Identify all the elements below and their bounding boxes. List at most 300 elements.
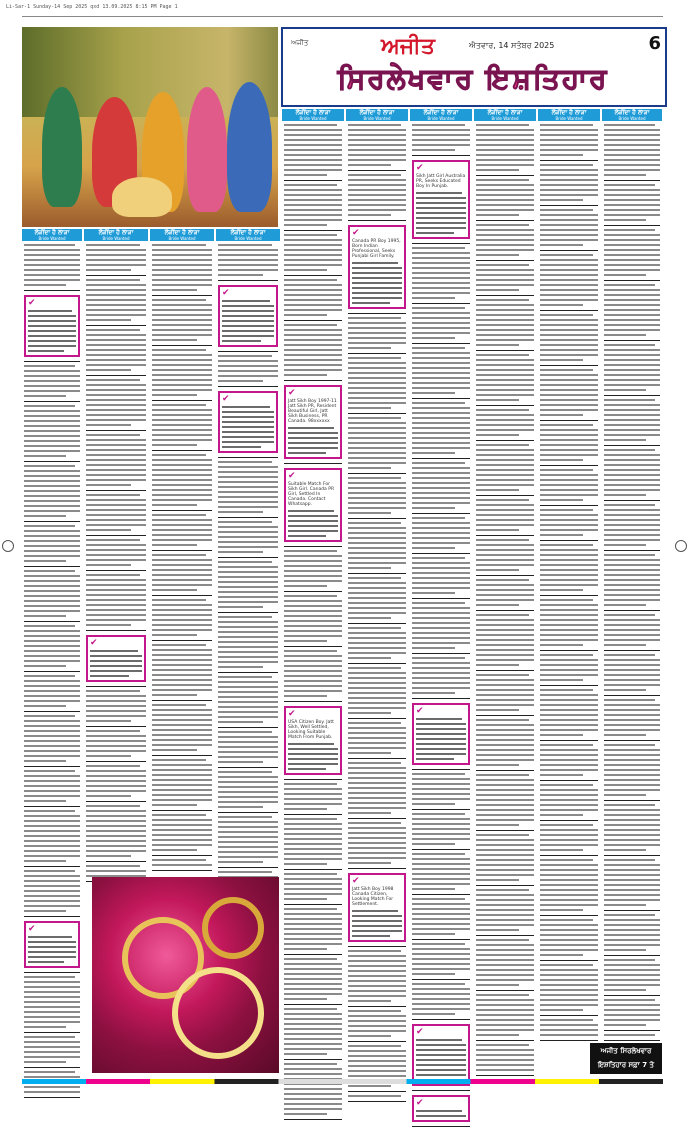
ad-text-line: [412, 377, 470, 379]
ad-text-line: [416, 1069, 466, 1071]
ad-text-line: [152, 524, 212, 526]
ad-text-line: [86, 359, 146, 361]
ad-text-line: [416, 738, 466, 740]
ad-text-line: [284, 575, 342, 577]
ad-text-line: [540, 899, 598, 901]
ad-text-line: [412, 327, 470, 329]
ad-separator: [348, 413, 406, 414]
ad-text-line: [348, 1025, 406, 1027]
ad-text-line: [540, 254, 593, 256]
ad-text-line: [284, 314, 327, 316]
ad-text-line: [24, 745, 80, 747]
ad-text-line: [412, 948, 470, 950]
ad-text-line: [476, 264, 529, 266]
ad-text-line: [348, 567, 391, 569]
ad-text-line: [604, 139, 660, 141]
ad-separator: [604, 855, 660, 856]
column-header: [216, 229, 280, 241]
ad-text-line: [412, 823, 470, 825]
ad-text-line: [24, 530, 80, 532]
ad-text-line: [152, 339, 197, 341]
ad-text-line: [540, 1029, 598, 1031]
ad-text-line: [24, 845, 80, 847]
ad-text-line: [476, 659, 534, 661]
ad-text-line: [604, 879, 660, 881]
ad-text-line: [540, 484, 598, 486]
ad-text-line: [412, 682, 470, 684]
ad-separator: [348, 473, 406, 474]
ad-text-line: [284, 565, 342, 567]
ad-separator: [412, 849, 470, 850]
ad-text-line: [222, 416, 274, 418]
ad-text-line: [476, 734, 534, 736]
ad-text-line: [476, 964, 534, 966]
ad-text-line: [476, 579, 529, 581]
highlighted-ad: [218, 391, 278, 453]
ad-text-line: [348, 382, 406, 384]
ad-text-line: [604, 274, 646, 276]
ad-text-line: [348, 512, 391, 514]
highlighted-ad: [24, 921, 80, 968]
ad-text-line: [540, 809, 598, 811]
ad-text-line: [284, 1028, 342, 1030]
ad-text-line: [412, 838, 470, 840]
ad-text-line: [218, 861, 263, 863]
ad-text-line: [540, 489, 598, 491]
ad-text-line: [604, 424, 660, 426]
ad-text-line: [348, 522, 401, 524]
ad-text-line: [348, 417, 401, 419]
ad-text-line: [412, 144, 470, 146]
ad-separator: [284, 954, 342, 955]
ad-text-line: [540, 519, 598, 521]
ad-text-line: [222, 436, 274, 438]
ad-text-line: [540, 644, 583, 646]
ad-text-line: [476, 584, 534, 586]
ad-text-line: [412, 898, 465, 900]
ad-text-line: [218, 741, 278, 743]
ad-text-line: [604, 999, 655, 1001]
ad-text-line: [352, 925, 402, 927]
ad-separator: [540, 740, 598, 741]
ad-text-line: [604, 174, 646, 176]
ad-text-line: [348, 367, 406, 369]
ad-text-line: [152, 664, 212, 666]
ad-text-line: [218, 254, 278, 256]
ad-text-line: [86, 464, 146, 466]
ad-text-line: [284, 1113, 327, 1115]
ad-separator: [284, 1119, 342, 1120]
ad-text-line: [86, 765, 140, 767]
ad-separator: [218, 517, 278, 518]
ad-text-line: [86, 795, 131, 797]
ad-text-line: [412, 592, 455, 594]
ad-separator: [86, 490, 146, 491]
ad-text-line: [348, 847, 406, 849]
ad-text-line: [86, 830, 146, 832]
ad-text-line: [412, 267, 470, 269]
ad-text-line: [540, 799, 598, 801]
ad-text-line: [540, 564, 598, 566]
ad-text-line: [348, 592, 406, 594]
ad-text-line: [284, 948, 327, 950]
ad-text-line: [476, 199, 534, 201]
ad-text-line: [412, 883, 470, 885]
ad-text-line: [152, 409, 212, 411]
ad-text-line: [152, 609, 212, 611]
ad-text-line: [604, 819, 660, 821]
ad-text-line: [24, 475, 80, 477]
ad-text-line: [348, 497, 406, 499]
ad-text-line: [24, 976, 75, 978]
ad-text-line: [604, 614, 655, 616]
ad-text-line: [284, 863, 327, 865]
ad-text-line: [412, 437, 470, 439]
ad-text-line: [540, 239, 598, 241]
ad-text-line: [540, 974, 598, 976]
ad-text-line: [222, 421, 274, 423]
ad-text-line: [476, 644, 534, 646]
ad-text-line: [476, 179, 529, 181]
ad-text-line: [348, 702, 406, 704]
ad-text-line: [412, 287, 470, 289]
ad-text-line: [86, 334, 146, 336]
ad-text-line: [24, 490, 80, 492]
ad-separator: [24, 806, 80, 807]
ad-text-line: [86, 549, 146, 551]
ad-text-line: [412, 277, 470, 279]
ad-text-line: [284, 680, 342, 682]
ad-text-line: [24, 435, 80, 437]
ad-text-line: [604, 789, 660, 791]
ad-text-line: [218, 666, 263, 668]
ad-text-line: [348, 822, 401, 824]
ad-text-line: [604, 769, 660, 771]
ad-text-line: [86, 409, 146, 411]
checkmark-icon: ✔: [416, 706, 424, 716]
ad-text-line: [476, 529, 519, 531]
ad-separator: [604, 695, 660, 696]
ad-text-line: [412, 257, 470, 259]
column-header-english: Bride Wanted: [299, 116, 327, 121]
ad-text-line: [604, 934, 660, 936]
ad-text-line: [152, 704, 206, 706]
ad-text-line: [284, 858, 342, 860]
ad-text-line: [152, 319, 212, 321]
ad-text-line: [218, 581, 278, 583]
ad-separator: [604, 910, 660, 911]
ad-text-line: [604, 294, 660, 296]
ad-separator: [604, 180, 660, 181]
ad-text-line: [604, 809, 660, 811]
ad-text-line: [86, 294, 146, 296]
ad-text-line: [284, 264, 342, 266]
ad-text-line: [604, 964, 660, 966]
ad-text-line: [222, 325, 274, 327]
ad-text-line: [28, 956, 76, 958]
ad-text-line: [152, 629, 212, 631]
ad-text-line: [348, 747, 406, 749]
ad-text-line: [86, 720, 131, 722]
ad-text-line: [416, 217, 466, 219]
ad-text-line: [348, 164, 391, 166]
ad-text-line: [604, 729, 660, 731]
ad-text-line: [24, 390, 80, 392]
ad-text-line: [604, 439, 646, 441]
ad-text-line: [348, 762, 401, 764]
ad-text-line: [540, 934, 598, 936]
ad-text-line: [604, 234, 660, 236]
ad-text-line: [476, 694, 534, 696]
ad-text-line: [476, 234, 534, 236]
ad-text-line: [476, 519, 534, 521]
ad-text-line: [284, 630, 342, 632]
ad-text-line: [284, 1098, 342, 1100]
ad-separator: [476, 220, 534, 221]
ad-text-line: [604, 159, 660, 161]
prepress-slug: Li-Sar-1 Sunday-14 Sep 2025 qxd 13.09.2025 8:15 PM Page 1: [6, 4, 178, 10]
ad-text-line: [476, 1059, 534, 1061]
ad-text-line: [540, 424, 593, 426]
ad-text-line: [604, 454, 660, 456]
ad-text-line: [476, 399, 519, 401]
ad-text-line: [476, 794, 534, 796]
ad-text-line: [540, 719, 598, 721]
ad-text-line: [540, 949, 598, 951]
ad-text-line: [222, 310, 274, 312]
ad-text-line: [218, 526, 278, 528]
ad-text-line: [218, 541, 278, 543]
ad-text-line: [288, 753, 338, 755]
ad-text-line: [476, 589, 534, 591]
ad-text-line: [284, 259, 342, 261]
ad-text-line: [86, 509, 146, 511]
ad-text-line: [348, 487, 406, 489]
ad-text-line: [540, 1019, 593, 1021]
ad-text-line: [412, 252, 470, 254]
ad-text-line: [604, 374, 660, 376]
ad-text-line: [348, 492, 406, 494]
ad-text-line: [24, 1061, 66, 1063]
ad-text-line: [476, 134, 534, 136]
ad-text-line: [476, 159, 534, 161]
ad-text-line: [604, 669, 660, 671]
ad-text-line: [24, 645, 80, 647]
ad-text-line: [86, 469, 146, 471]
checkmark-icon: ✔: [416, 1098, 424, 1108]
ad-text-line: [218, 571, 278, 573]
ad-text-line: [348, 332, 406, 334]
ad-text-line: [348, 347, 391, 349]
ad-text-line: [476, 1029, 534, 1031]
ad-text-line: [604, 414, 660, 416]
ad-separator: [24, 766, 80, 767]
ad-text-line: [152, 529, 212, 531]
ad-text-line: [412, 382, 470, 384]
ad-text-line: [540, 579, 598, 581]
ad-text-line: [24, 1091, 80, 1093]
ad-text-line: [604, 989, 646, 991]
ad-text-line: [412, 783, 470, 785]
ad-separator: [476, 935, 534, 936]
ad-text-line: [218, 696, 278, 698]
ad-text-line: [152, 534, 212, 536]
ad-text-line: [476, 594, 534, 596]
ad-text-line: [218, 491, 278, 493]
ad-text-line: [348, 995, 406, 997]
ad-text-line: [218, 826, 278, 828]
ad-text-line: [28, 941, 76, 943]
column-header-english: Bride Wanted: [38, 236, 66, 241]
ad-separator: [604, 740, 660, 741]
ad-text-line: [218, 851, 278, 853]
ad-separator: [348, 353, 406, 354]
ad-text-line: [152, 814, 206, 816]
ad-text-line: [218, 546, 278, 548]
ad-text-line: [604, 359, 660, 361]
ad-text-line: [284, 1108, 342, 1110]
ad-text-line: [348, 562, 406, 564]
ad-text-line: [86, 269, 131, 271]
ad-text-line: [412, 452, 455, 454]
classified-column: [602, 109, 662, 1039]
ad-text-line: [540, 1024, 598, 1026]
ad-text-line: [604, 429, 660, 431]
ad-text-line: [412, 572, 470, 574]
ad-text-line: [152, 794, 212, 796]
ad-separator: [476, 495, 534, 496]
ad-text-line: [476, 139, 534, 141]
ad-text-line: [284, 1033, 342, 1035]
ad-text-line: [284, 803, 342, 805]
ad-separator: [476, 440, 534, 441]
ad-text-line: [348, 607, 406, 609]
ad-text-line: [218, 711, 278, 713]
highlighted-ad: [348, 225, 406, 309]
ad-text-line: [152, 539, 212, 541]
ad-text-line: [86, 439, 146, 441]
ad-text-line: [218, 360, 278, 362]
ad-text-line: [24, 760, 66, 762]
ad-text: Jatt Sikh Boy 1998 Canada Citizen, Looking Match For Settlement.: [352, 887, 394, 907]
ad-separator: [218, 867, 278, 868]
ad-separator: [540, 685, 598, 686]
ad-text-line: [348, 647, 406, 649]
ad-text-line: [604, 604, 646, 606]
ad-separator: [284, 779, 342, 780]
ad-text-line: [412, 362, 470, 364]
ad-text-line: [476, 144, 534, 146]
ad-separator: [24, 711, 80, 712]
ad-text-line: [218, 591, 278, 593]
ad-text-line: [86, 394, 146, 396]
ad-text-line: [288, 510, 334, 512]
ad-text-line: [152, 464, 212, 466]
ad-text-line: [604, 974, 660, 976]
ad-text-line: [540, 654, 593, 656]
ad-text-line: [284, 988, 342, 990]
ad-separator: [24, 671, 80, 672]
ad-text-line: [540, 474, 598, 476]
classified-column: [22, 229, 82, 1075]
ad-text-line: [604, 624, 660, 626]
column-header-punjabi: ਲੋੜੀਂਦਾ ਹੈ ਲਾੜਾ: [295, 109, 331, 116]
checkmark-icon: ✔: [288, 709, 296, 719]
ad-text-line: [24, 410, 80, 412]
ad-text-line: [540, 179, 598, 181]
ad-text-line: [284, 878, 342, 880]
ad-text-line: [284, 139, 342, 141]
ad-text-line: [604, 659, 660, 661]
ad-text-line: [86, 740, 146, 742]
ad-text-line: [604, 894, 660, 896]
ad-text-line: [152, 774, 212, 776]
ad-text-line: [412, 372, 470, 374]
column-header: [150, 229, 214, 241]
ad-text-line: [348, 980, 406, 982]
ad-text-line: [476, 654, 534, 656]
ad-separator: [24, 566, 80, 567]
ad-text-line: [604, 864, 660, 866]
ad-text-line: [28, 315, 76, 317]
ad-text-line: [476, 629, 534, 631]
ad-text-line: [476, 154, 534, 156]
ad-text-line: [412, 422, 470, 424]
ad-text-line: [86, 519, 146, 521]
ad-text-line: [86, 870, 146, 872]
ad-text-line: [218, 686, 278, 688]
ad-text-line: [540, 134, 598, 136]
ad-text-line: [24, 450, 80, 452]
ad-separator: [348, 758, 406, 759]
ad-text-line: [348, 184, 406, 186]
ad-separator: [284, 1004, 342, 1005]
ad-text-line: [476, 334, 534, 336]
ad-text-line: [540, 999, 598, 1001]
ad-text-line: [540, 609, 598, 611]
ad-text-line: [24, 810, 75, 812]
ad-text-line: [412, 367, 470, 369]
ad-text-line: [604, 939, 660, 941]
ad-text-line: [284, 570, 342, 572]
ad-text-line: [540, 534, 583, 536]
ad-text-line: [24, 910, 66, 912]
ad-text-line: [476, 189, 534, 191]
ad-text-line: [540, 339, 598, 341]
ad-text-line: [284, 1063, 337, 1065]
painting-figure: [227, 82, 272, 212]
ad-separator: [218, 351, 278, 352]
ad-text-line: [540, 909, 583, 911]
ad-text-line: [348, 857, 406, 859]
ad-text-line: [218, 721, 263, 723]
ad-text-line: [86, 785, 146, 787]
ad-text-line: [218, 380, 263, 382]
ad-text-line: [288, 447, 338, 449]
ad-text-line: [284, 610, 342, 612]
ad-separator: [152, 400, 212, 401]
ad-text-line: [222, 335, 274, 337]
ad-text-line: [540, 889, 598, 891]
ad-text-line: [218, 561, 272, 563]
ad-text-line: [412, 1003, 470, 1005]
ad-text-line: [218, 365, 278, 367]
ad-text-line: [86, 865, 140, 867]
ad-text-line: [348, 707, 406, 709]
ad-text-line: [152, 644, 206, 646]
ad-text-line: [476, 169, 519, 171]
ad-text-line: [152, 249, 212, 251]
